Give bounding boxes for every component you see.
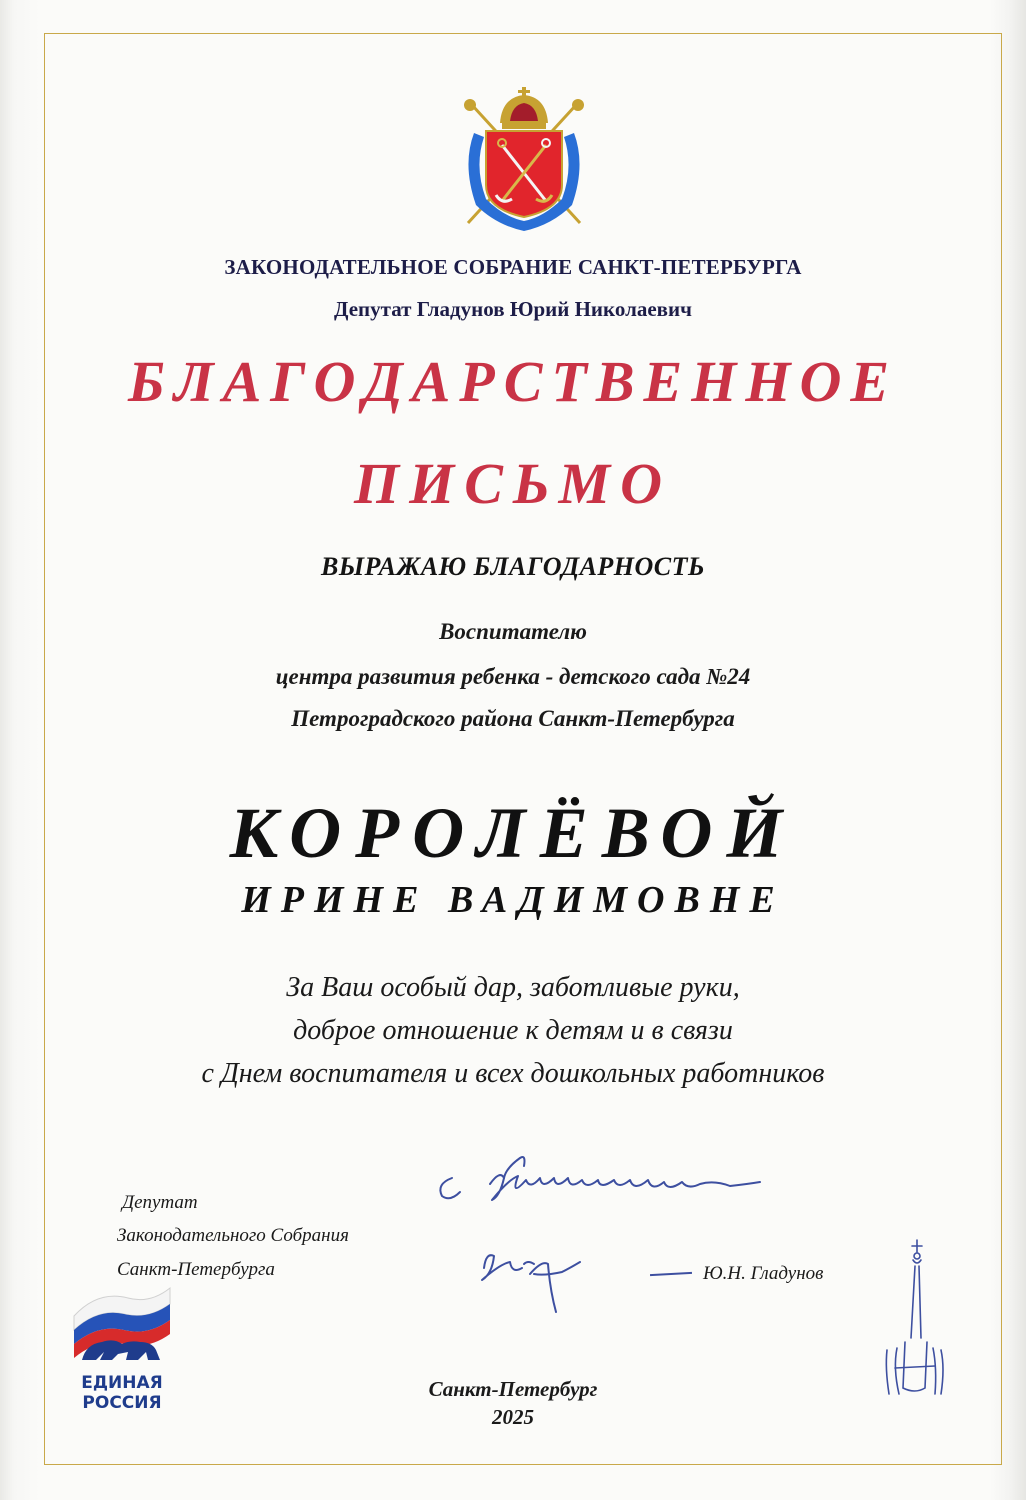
signer-title-line1: Депутат <box>122 1192 198 1213</box>
recipient-surname: КОРОЛЁВОЙ <box>229 793 797 873</box>
logo-text-line2: РОССИЯ <box>82 1393 162 1413</box>
recipient-district: Петроградского района Санкт-Петербурга <box>291 706 735 731</box>
body-text-line3: с Днем воспитателя и всех дошкольных работников <box>201 1058 825 1089</box>
signer-title-line2: Законодательного Собрания <box>117 1225 349 1246</box>
issue-city: Санкт-Петербург <box>428 1377 598 1401</box>
body-text-line1: За Ваш особый дар, заботливые руки, <box>286 972 740 1003</box>
handwritten-signature <box>430 1140 770 1330</box>
body-text-line2: доброе отношение к детям и в связи <box>293 1015 733 1046</box>
issue-year: 2025 <box>492 1405 534 1429</box>
recipient-institution: центра развития ребенка - детского сада №24 <box>275 664 751 689</box>
logo-text-line1: ЕДИНАЯ <box>81 1373 163 1393</box>
coat-of-arms-icon <box>456 85 592 235</box>
recipient-position: Воспитателю <box>439 619 587 644</box>
document-title-line1: БЛАГОДАРСТВЕННОЕ <box>127 349 899 414</box>
organization-heading: ЗАКОНОДАТЕЛЬНОЕ СОБРАНИЕ САНКТ-ПЕТЕРБУРГА <box>224 255 802 279</box>
united-russia-logo <box>68 1282 176 1362</box>
recipient-given-names: ИРИНЕ ВАДИМОВНЕ <box>241 879 785 921</box>
deputy-heading: Депутат Гладунов Юрий Николаевич <box>334 297 692 321</box>
signer-title-line3: Санкт-Петербурга <box>117 1259 275 1280</box>
document-title-line2: ПИСЬМО <box>354 451 672 516</box>
gratitude-subtitle: ВЫРАЖАЮ БЛАГОДАРНОСТЬ <box>320 552 706 581</box>
signer-name: Ю.Н. Гладунов <box>703 1263 824 1284</box>
